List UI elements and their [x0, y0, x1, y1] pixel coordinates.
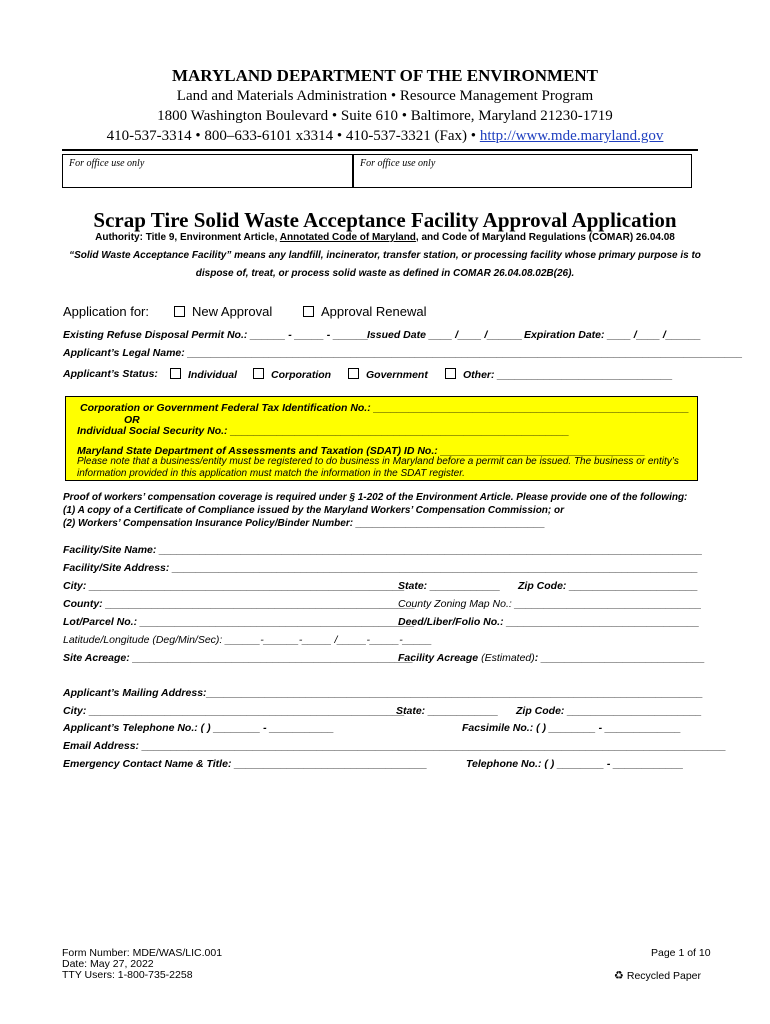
header-address: 1800 Washington Boulevard • Suite 610 • Baltimore, Maryland 21230-1719	[157, 108, 613, 124]
workers-comp-line-2: (1) A copy of a Certificate of Compliance issued by the Maryland Workers’ Compensation Commission; or	[63, 505, 565, 516]
tax-id-section	[65, 396, 698, 481]
office-use-label-left: For office use only	[69, 158, 145, 169]
mailing-address-field[interactable]: Applicant’s Mailing Address:_____________________________________________________________________________________	[63, 687, 703, 699]
individual-label: Individual	[188, 369, 238, 381]
or-label: OR	[124, 414, 140, 426]
page-number: Page 1 of 10	[651, 947, 711, 959]
facility-acreage-blank: : ____________________________	[534, 652, 705, 664]
status-individual[interactable]	[170, 368, 237, 381]
status-other[interactable]	[445, 368, 673, 381]
facility-state-field[interactable]: State: ____________	[398, 580, 501, 592]
corporation-label: Corporation	[271, 369, 332, 381]
header-rule	[62, 149, 698, 151]
authority-code: Annotated Code of Maryland	[279, 232, 416, 243]
emergency-telephone-field[interactable]: Telephone No.: ( ) ________ - ____________	[466, 758, 684, 770]
authority-suffix: , and Code of Maryland Regulations (COMAR) 26.04.08	[415, 232, 675, 243]
new-approval-option[interactable]	[174, 304, 272, 319]
approval-renewal-option[interactable]	[303, 304, 427, 319]
tty-number: TTY Users: 1-800-735-2258	[62, 969, 193, 981]
facility-city-field[interactable]: City: ______________________________________________________	[63, 580, 405, 592]
issued-date-field[interactable]: Issued Date ____ /____ /______	[367, 329, 523, 341]
sdat-field[interactable]: Maryland State Department of Assessments and Taxation (SDAT) ID No.: ___________________________________	[77, 445, 646, 457]
county-field[interactable]: County: _____________________________________________________	[63, 598, 416, 610]
form-title: Scrap Tire Solid Waste Acceptance Facility Approval Application	[93, 208, 677, 232]
mailing-city-field[interactable]: City: ______________________________________________________	[63, 705, 405, 717]
website-link[interactable]: http://www.mde.maryland.gov	[479, 128, 664, 144]
email-field[interactable]: Email Address: ____________________________________________________________________________________________________	[63, 740, 726, 752]
definition-line-1: “Solid Waste Acceptance Facility” means any landfill, incinerator, transfer station, or processing facility whose primary purpose is to	[69, 250, 701, 261]
recycled-paper	[614, 969, 701, 982]
ssn-field[interactable]: Individual Social Security No.: __________________________________________________________	[77, 425, 570, 437]
emergency-contact-field[interactable]: Emergency Contact Name & Title: _________________________________	[63, 758, 428, 770]
application-for-label: Application for:	[63, 304, 149, 319]
sdat-note-line-1: Please note that a business/entity must be registered to do business in Maryland before a permit can be issued. The business or entity’s	[77, 456, 679, 467]
office-use-box-right	[353, 154, 692, 188]
form-number: Form Number: MDE/WAS/LIC.001	[62, 947, 223, 959]
deed-field[interactable]: Deed/Liber/Folio No.: _________________________________	[398, 616, 700, 628]
form-date: Date: May 27, 2022	[62, 958, 154, 970]
existing-permit-field[interactable]: Existing Refuse Disposal Permit No.: ______ - _____ - ______	[63, 329, 369, 341]
applicant-telephone-field[interactable]: Applicant’s Telephone No.: ( ) ________ - ___________	[63, 722, 334, 734]
office-use-box-left	[62, 154, 353, 188]
recycled-label: Recycled Paper	[626, 970, 701, 982]
facility-address-field[interactable]: Facility/Site Address: __________________________________________________________________________________________	[63, 562, 698, 574]
definition-line-2: dispose of, treat, or process solid waste as defined in COMAR 26.04.08.02B(26).	[195, 268, 575, 279]
legal-name-field[interactable]: Applicant’s Legal Name: _______________________________________________________________________________________________	[63, 347, 743, 359]
header-contacts	[0, 128, 770, 145]
other-label: Other: ______________________________	[463, 369, 673, 381]
mailing-zip-field[interactable]: Zip Code: _______________________	[516, 705, 702, 717]
government-label: Government	[366, 369, 428, 381]
facility-name-field[interactable]: Facility/Site Name: _____________________________________________________________________________________________	[63, 544, 703, 556]
zoning-map-field[interactable]: County Zoning Map No.: ________________________________	[398, 598, 702, 610]
status-government[interactable]	[348, 368, 428, 381]
header-phone-numbers: 410-537-3314 • 800–633-6101 x3314 • 410-537-3321 (Fax) •	[106, 128, 480, 144]
new-approval-label: New Approval	[192, 304, 273, 319]
workers-comp-policy-field[interactable]: (2) Workers’ Compensation Insurance Policy/Binder Number: __________________________________	[63, 518, 545, 529]
authority-line	[0, 232, 770, 243]
status-corporation[interactable]	[253, 368, 331, 381]
office-use-label-right: For office use only	[360, 158, 436, 169]
approval-renewal-checkbox[interactable]	[303, 306, 314, 317]
lot-parcel-field[interactable]: Lot/Parcel No.: _______________________________________________	[63, 616, 415, 628]
facility-zip-field[interactable]: Zip Code: ______________________	[518, 580, 698, 592]
facility-acreage-estimated: (Estimated)	[478, 652, 535, 664]
sdat-note-line-2: information provided in this application must match the information in the SDAT register.	[77, 468, 465, 479]
header-administration: Land and Materials Administration • Resource Management Program	[176, 88, 594, 104]
government-checkbox[interactable]	[348, 368, 359, 379]
tax-id-field[interactable]: Corporation or Government Federal Tax Identification No.: ______________________________________________________	[80, 402, 689, 414]
authority-prefix: Authority: Title 9, Environment Article,	[95, 232, 280, 243]
facility-acreage-label: Facility Acreage	[398, 652, 479, 664]
individual-checkbox[interactable]	[170, 368, 181, 379]
other-checkbox[interactable]	[445, 368, 456, 379]
approval-renewal-label: Approval Renewal	[321, 304, 427, 319]
new-approval-checkbox[interactable]	[174, 306, 185, 317]
expiration-date-field[interactable]: Expiration Date: ____ /____ /______	[524, 329, 701, 341]
recycle-icon: ♻	[614, 970, 624, 982]
corporation-checkbox[interactable]	[253, 368, 264, 379]
status-label: Applicant’s Status:	[63, 368, 158, 380]
facility-acreage-field[interactable]	[398, 652, 705, 664]
lat-long-field[interactable]: Latitude/Longitude (Deg/Min/Sec): ______-______-_____ /_____-_____-_____	[63, 634, 432, 646]
site-acreage-field[interactable]: Site Acreage: ________________________________________________	[63, 652, 413, 664]
workers-comp-line-1: Proof of workers’ compensation coverage is required under § 1-202 of the Environment Article. Please provide one of the following:	[63, 492, 688, 503]
agency-title: MARYLAND DEPARTMENT OF THE ENVIRONMENT	[171, 66, 599, 85]
mailing-state-field[interactable]: State: ____________	[396, 705, 499, 717]
facsimile-field[interactable]: Facsimile No.: ( ) ________ - _____________	[462, 722, 681, 734]
